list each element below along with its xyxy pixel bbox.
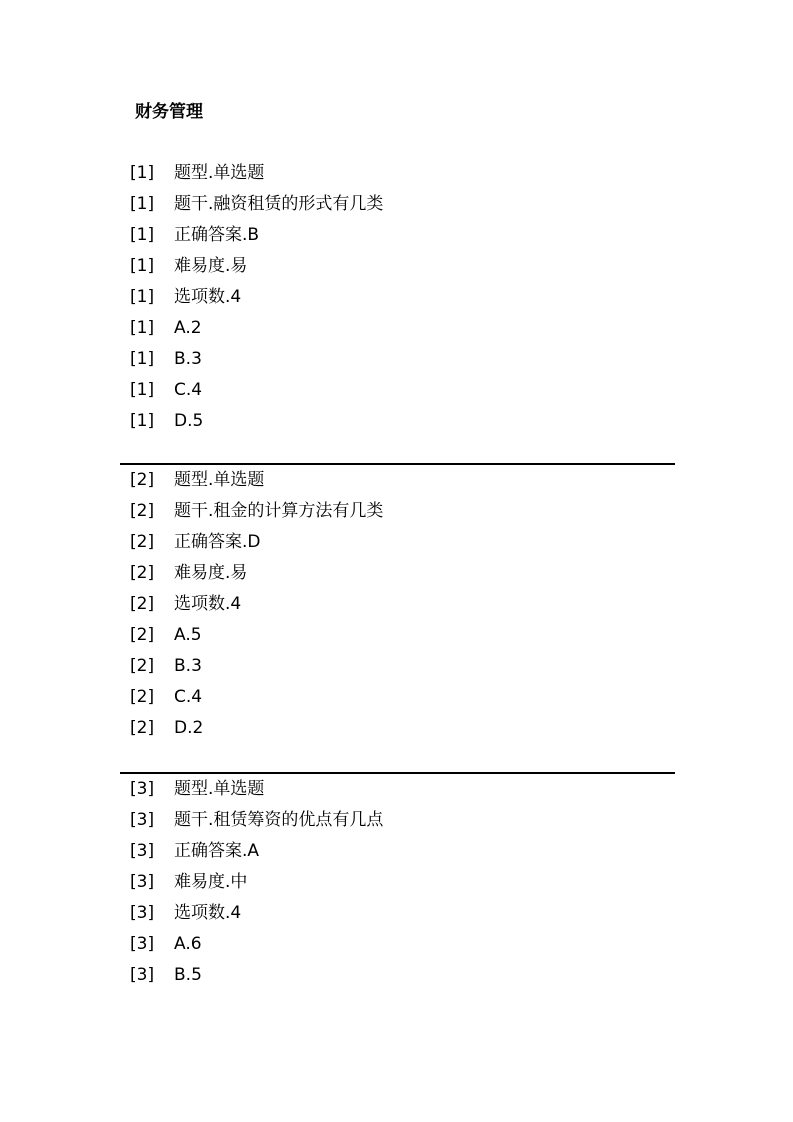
question-stem: 题干.融资租赁的形式有几类 bbox=[174, 194, 384, 214]
correct-answer: 正确答案.A bbox=[174, 841, 260, 861]
question-number: [1] bbox=[130, 318, 155, 338]
question-row-type bbox=[120, 158, 675, 189]
option-b: B.3 bbox=[174, 349, 202, 369]
question-block bbox=[120, 772, 675, 991]
question-number: [1] bbox=[130, 194, 155, 214]
question-number: [2] bbox=[130, 625, 155, 645]
question-row-option-count bbox=[120, 589, 675, 620]
option-count: 选项数.4 bbox=[174, 594, 242, 614]
question-number: [2] bbox=[130, 656, 155, 676]
question-number: [1] bbox=[130, 349, 155, 369]
question-number: [1] bbox=[130, 256, 155, 276]
question-number: [3] bbox=[130, 965, 155, 985]
question-row-difficulty bbox=[120, 558, 675, 589]
correct-answer: 正确答案.B bbox=[174, 225, 260, 245]
question-row-option-b bbox=[120, 651, 675, 682]
question-row-stem bbox=[120, 805, 675, 836]
question-number: [3] bbox=[130, 810, 155, 830]
option-d: D.2 bbox=[174, 718, 204, 738]
question-number: [1] bbox=[130, 163, 155, 183]
option-count: 选项数.4 bbox=[174, 287, 242, 307]
option-a: A.2 bbox=[174, 318, 202, 338]
question-stem: 题干.租金的计算方法有几类 bbox=[174, 501, 384, 521]
question-number: [3] bbox=[130, 841, 155, 861]
difficulty: 难易度.易 bbox=[174, 563, 248, 583]
question-row-option-a bbox=[120, 620, 675, 651]
page-title: 财务管理 bbox=[135, 102, 203, 122]
question-row-option-c bbox=[120, 682, 675, 713]
question-block bbox=[120, 463, 675, 744]
question-row-answer bbox=[120, 527, 675, 558]
question-row-option-c bbox=[120, 375, 675, 406]
question-row-type bbox=[120, 465, 675, 496]
question-number: [2] bbox=[130, 501, 155, 521]
question-row-option-d bbox=[120, 713, 675, 744]
question-number: [3] bbox=[130, 779, 155, 799]
question-stem: 题干.租赁筹资的优点有几点 bbox=[174, 810, 384, 830]
correct-answer: 正确答案.D bbox=[174, 532, 261, 552]
question-row-difficulty bbox=[120, 251, 675, 282]
difficulty: 难易度.中 bbox=[174, 872, 248, 892]
option-a: A.6 bbox=[174, 934, 202, 954]
question-row-answer bbox=[120, 220, 675, 251]
option-c: C.4 bbox=[174, 380, 203, 400]
question-number: [1] bbox=[130, 411, 155, 431]
question-number: [2] bbox=[130, 532, 155, 552]
question-type: 题型.单选题 bbox=[174, 163, 265, 183]
question-type: 题型.单选题 bbox=[174, 779, 265, 799]
question-number: [1] bbox=[130, 287, 155, 307]
question-row-difficulty bbox=[120, 867, 675, 898]
question-number: [2] bbox=[130, 687, 155, 707]
question-row-option-count bbox=[120, 898, 675, 929]
question-number: [2] bbox=[130, 470, 155, 490]
question-number: [1] bbox=[130, 225, 155, 245]
option-count: 选项数.4 bbox=[174, 903, 242, 923]
question-row-stem bbox=[120, 496, 675, 527]
question-number: [2] bbox=[130, 563, 155, 583]
question-block bbox=[120, 158, 675, 437]
question-number: [3] bbox=[130, 934, 155, 954]
question-number: [2] bbox=[130, 594, 155, 614]
question-row-answer bbox=[120, 836, 675, 867]
option-b: B.5 bbox=[174, 965, 202, 985]
question-row-option-b bbox=[120, 960, 675, 991]
question-number: [3] bbox=[130, 903, 155, 923]
question-type: 题型.单选题 bbox=[174, 470, 265, 490]
option-a: A.5 bbox=[174, 625, 202, 645]
question-row-stem bbox=[120, 189, 675, 220]
question-number: [1] bbox=[130, 380, 155, 400]
question-row-option-count bbox=[120, 282, 675, 313]
question-number: [3] bbox=[130, 872, 155, 892]
question-row-option-d bbox=[120, 406, 675, 437]
question-row-option-a bbox=[120, 313, 675, 344]
question-number: [2] bbox=[130, 718, 155, 738]
option-b: B.3 bbox=[174, 656, 202, 676]
option-c: C.4 bbox=[174, 687, 203, 707]
question-row-option-a bbox=[120, 929, 675, 960]
question-row-option-b bbox=[120, 344, 675, 375]
question-row-type bbox=[120, 774, 675, 805]
option-d: D.5 bbox=[174, 411, 204, 431]
difficulty: 难易度.易 bbox=[174, 256, 248, 276]
